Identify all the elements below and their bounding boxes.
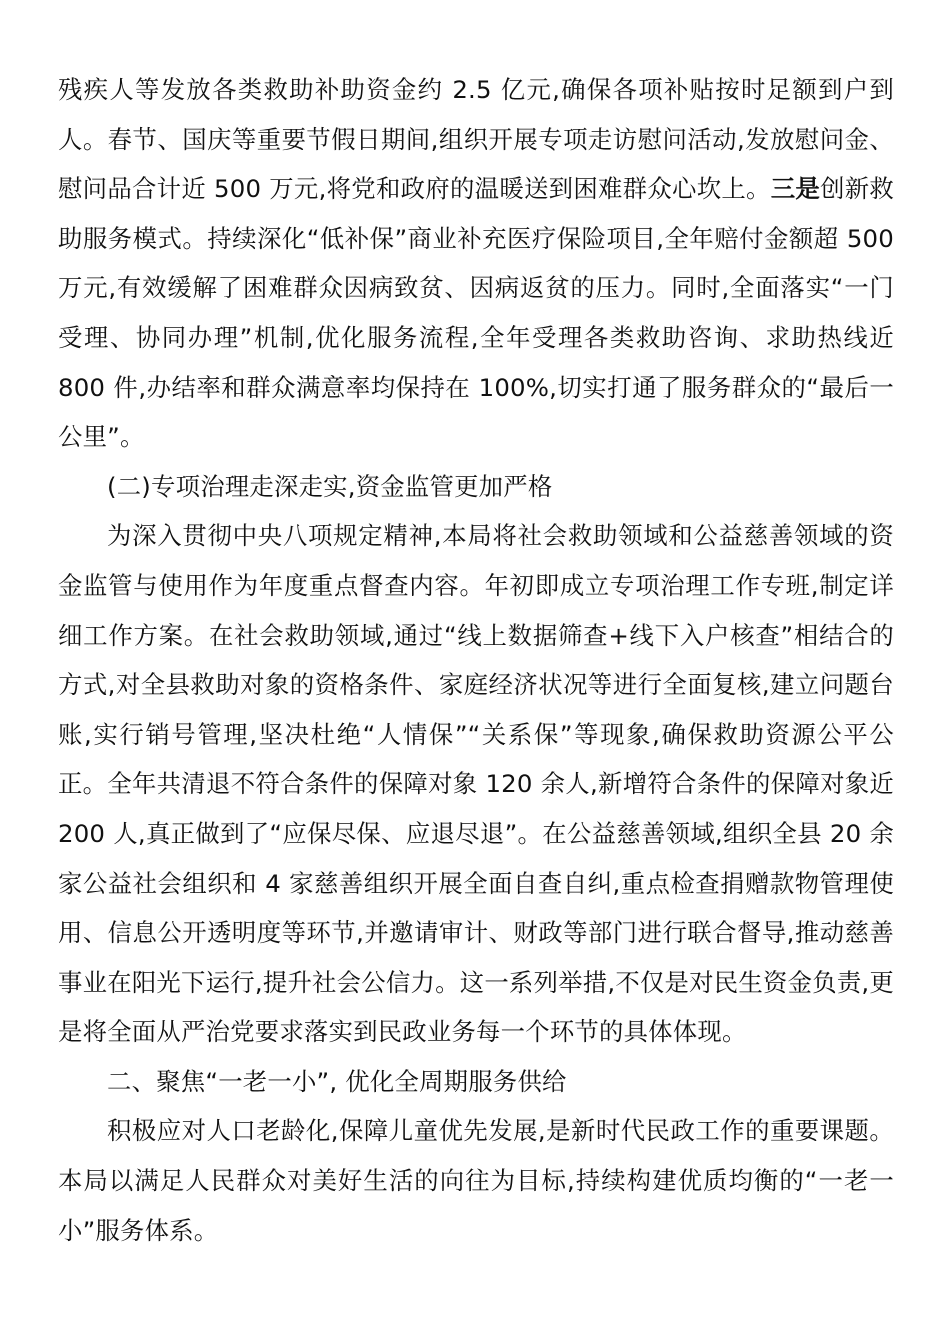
bold-emphasis: 三是 [770, 174, 821, 204]
paragraph-fund-supervision: 为深入贯彻中央八项规定精神,本局将社会救助领域和公益慈善领域的资金监管与使用作为年度重点督查内容。年初即成立专项治理工作专班,制定详细工作方案。在社会救助领域,通过“线上数据筛查+线下入户核查”相结合的方式,对全县救助对象的资格条件、家庭经济状况等进行全面复核,建立问题台账,实行销号管理,坚决杜绝“人情保”“关系保”等现象,确保救助资源公平公正。全年共清退不符合条件的保障对象 120 余人,新增符合条件的保障对象近 200 人,真正做到了“应保尽保、应退尽退”。在公益慈善领域,组织全县 20 余家公益社会组织和 4 家慈善组织开展全面自查自纠,重点检查捐赠款物管理使用、信息公开透明度等环节,并邀请审计、财政等部门进行联合督导,推动慈善事业在阳光下运行,提升社会公信力。这一系列举措,不仅是对民生资金负责,更是将全面从严治党要求落实到民政业务每一个环节的具体体现。 [58, 521, 894, 1047]
document-page [58, 65, 894, 1255]
paragraph-elderly-children-intro: 积极应对人口老龄化,保障儿童优先发展,是新时代民政工作的重要课题。本局以满足人民群众对美好生活的向往为目标,持续构建优质均衡的“一老一小”服务体系。 [58, 1116, 894, 1245]
section-heading-special-governance: (二)专项治理走深走实,资金监管更加严格 [107, 471, 553, 501]
section-heading-elderly-children: 二、聚焦“一老一小”, 优化全周期服务供给 [107, 1066, 567, 1096]
paragraph-relief-services [58, 65, 894, 462]
paragraph-text: 创新救助服务模式。持续深化“低补保”商业补充医疗保险项目,全年赔付金额超 500 万元,有效缓解了困难群众因病致贫、因病返贫的压力。同时,全面落实“一门受理、协同办理”机制,优化服务流程,全年受理各类救助咨询、求助热线近 800 件,办结率和群众满意率均保持在 100%,切实打通了服务群众的“最后一公里”。 [58, 174, 894, 452]
paragraph-text: 残疾人等发放各类救助补助资金约 2.5 亿元,确保各项补贴按时足额到户到人。春节、国庆等重要节假日期间,组织开展专项走访慰问活动,发放慰问金、慰问品合计近 500 万元,将党和政府的温暖送到困难群众心坎上。 [58, 75, 894, 204]
